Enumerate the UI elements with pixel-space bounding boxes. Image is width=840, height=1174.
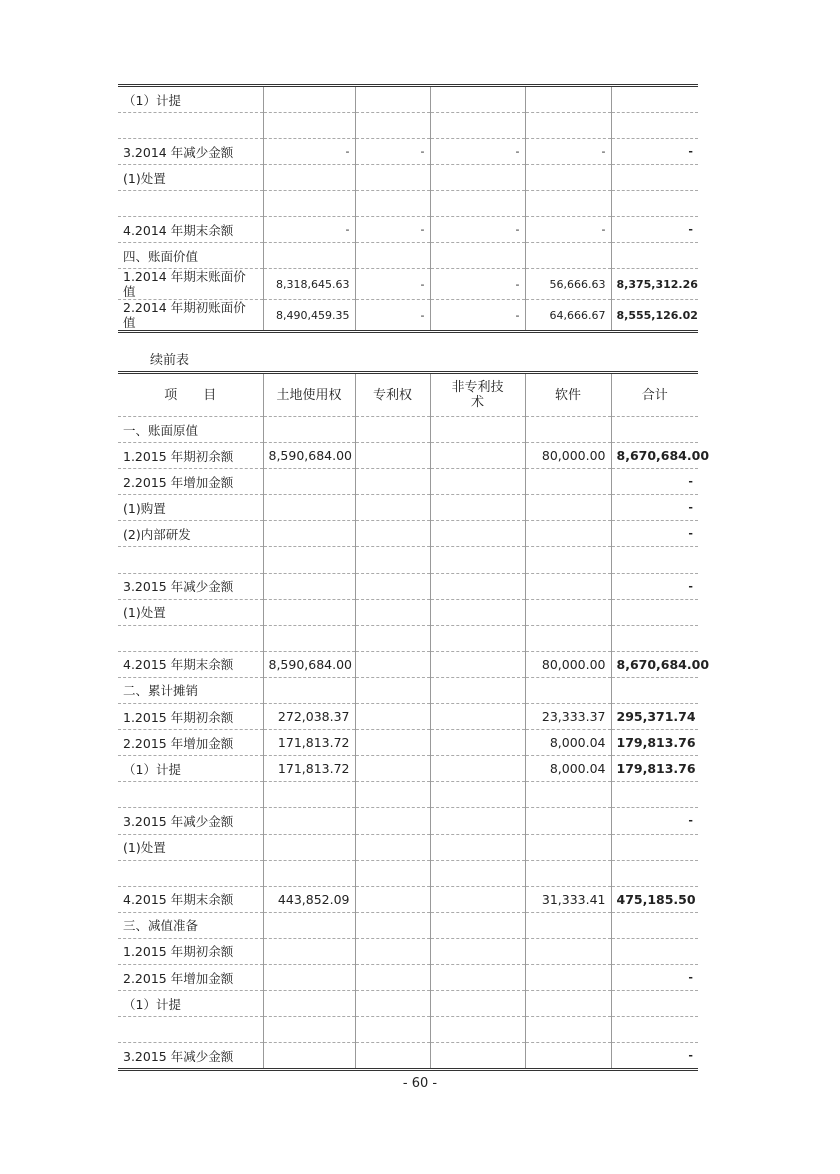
cell-total — [611, 834, 698, 860]
row-label — [118, 191, 263, 217]
cell-total: - — [611, 573, 698, 599]
cell-software — [525, 1043, 611, 1070]
cell-patent — [355, 912, 430, 938]
cell-land-use-right — [263, 495, 355, 521]
cell-total — [611, 782, 698, 808]
row-label: (1)处置 — [118, 165, 263, 191]
cell-patent — [355, 521, 430, 547]
cell-land-use-right — [263, 521, 355, 547]
row-label: 4.2014 年期末余额 — [118, 217, 263, 243]
header-total: 合计 — [611, 373, 698, 417]
row-label: 1.2015 年期初余额 — [118, 443, 263, 469]
cell-land-use-right — [263, 912, 355, 938]
cell-land-use-right — [263, 991, 355, 1017]
header-row — [118, 373, 698, 417]
cell-software — [525, 599, 611, 625]
row-label — [118, 860, 263, 886]
cell-software — [525, 417, 611, 443]
cell-land-use-right — [263, 782, 355, 808]
cell-patent: - — [355, 300, 430, 332]
cell-non-patent-tech — [430, 86, 525, 113]
cell-land-use-right — [263, 938, 355, 964]
cell-land-use-right: 8,490,459.35 — [263, 300, 355, 332]
cell-patent — [355, 886, 430, 912]
cell-patent — [355, 495, 430, 521]
table-row — [118, 269, 698, 300]
cell-patent — [355, 469, 430, 495]
cell-land-use-right — [263, 243, 355, 269]
cell-total — [611, 113, 698, 139]
row-label: 1.2015 年期初余额 — [118, 938, 263, 964]
cell-patent — [355, 991, 430, 1017]
cell-non-patent-tech — [430, 886, 525, 912]
cell-total — [611, 547, 698, 573]
cell-total: 179,813.76 — [611, 730, 698, 756]
cell-non-patent-tech — [430, 834, 525, 860]
page-number: - 60 - — [402, 1076, 438, 1091]
cell-patent — [355, 191, 430, 217]
cell-software — [525, 86, 611, 113]
cell-patent — [355, 756, 430, 782]
cell-non-patent-tech — [430, 243, 525, 269]
cell-software — [525, 191, 611, 217]
cell-patent — [355, 1043, 430, 1070]
table-row — [118, 756, 698, 782]
cell-patent — [355, 834, 430, 860]
row-label: 4.2015 年期末余额 — [118, 651, 263, 677]
cell-non-patent-tech — [430, 521, 525, 547]
cell-land-use-right — [263, 165, 355, 191]
table-row — [118, 834, 698, 860]
table-row — [118, 651, 698, 677]
row-label: 2.2015 年增加金额 — [118, 964, 263, 990]
cell-land-use-right: 171,813.72 — [263, 756, 355, 782]
cell-non-patent-tech — [430, 547, 525, 573]
cell-software — [525, 469, 611, 495]
cell-total: - — [611, 469, 698, 495]
header-software: 软件 — [525, 373, 611, 417]
table-row — [118, 521, 698, 547]
table-row — [118, 730, 698, 756]
cell-non-patent-tech — [430, 417, 525, 443]
row-label: 二、累计摊销 — [118, 677, 263, 703]
cell-patent — [355, 704, 430, 730]
cell-total — [611, 417, 698, 443]
cell-non-patent-tech: - — [430, 269, 525, 300]
row-label: 3.2015 年减少金额 — [118, 1043, 263, 1070]
row-label: （1）计提 — [118, 991, 263, 1017]
cell-land-use-right: - — [263, 139, 355, 165]
header-land-use-right: 土地使用权 — [263, 373, 355, 417]
cell-software — [525, 912, 611, 938]
cell-patent — [355, 938, 430, 964]
cell-land-use-right — [263, 1017, 355, 1043]
table-row — [118, 964, 698, 990]
table-row — [118, 469, 698, 495]
cell-non-patent-tech — [430, 495, 525, 521]
table-body — [118, 86, 698, 332]
cell-non-patent-tech — [430, 912, 525, 938]
intangible-assets-table-2015 — [118, 371, 710, 1071]
cell-land-use-right — [263, 1043, 355, 1070]
cell-patent: - — [355, 139, 430, 165]
row-label: (1)处置 — [118, 599, 263, 625]
cell-land-use-right — [263, 417, 355, 443]
cell-patent — [355, 677, 430, 703]
cell-patent — [355, 808, 430, 834]
cell-non-patent-tech — [430, 991, 525, 1017]
cell-non-patent-tech — [430, 938, 525, 964]
header-patent: 专利权 — [355, 373, 430, 417]
cell-land-use-right: 272,038.37 — [263, 704, 355, 730]
cell-patent — [355, 417, 430, 443]
row-label: (1)购置 — [118, 495, 263, 521]
cell-total — [611, 599, 698, 625]
cell-total: - — [611, 964, 698, 990]
cell-non-patent-tech — [430, 782, 525, 808]
cell-total — [611, 625, 698, 651]
cell-software — [525, 938, 611, 964]
cell-non-patent-tech — [430, 964, 525, 990]
cell-total — [611, 677, 698, 703]
row-label: 2.2015 年增加金额 — [118, 730, 263, 756]
cell-total: 295,371.74 — [611, 704, 698, 730]
cell-total: 475,185.50 — [611, 886, 698, 912]
cell-software — [525, 495, 611, 521]
row-label: 2.2015 年增加金额 — [118, 469, 263, 495]
cell-land-use-right — [263, 547, 355, 573]
cell-land-use-right — [263, 625, 355, 651]
cell-non-patent-tech — [430, 443, 525, 469]
cell-land-use-right — [263, 573, 355, 599]
cell-total — [611, 991, 698, 1017]
row-label — [118, 782, 263, 808]
cell-land-use-right — [263, 86, 355, 113]
cell-non-patent-tech — [430, 677, 525, 703]
cell-total: - — [611, 495, 698, 521]
cell-patent — [355, 860, 430, 886]
cell-total: 8,670,684.00 — [611, 443, 698, 469]
cell-land-use-right — [263, 808, 355, 834]
cell-land-use-right: 8,590,684.00 — [263, 651, 355, 677]
table-row — [118, 704, 698, 730]
cell-non-patent-tech — [430, 113, 525, 139]
row-label: 1.2015 年期初余额 — [118, 704, 263, 730]
row-label: 三、减值准备 — [118, 912, 263, 938]
row-label: (1)处置 — [118, 834, 263, 860]
cell-total: - — [611, 808, 698, 834]
header-non-patent-tech: 非专利技术 — [430, 373, 525, 417]
cell-total — [611, 938, 698, 964]
cell-non-patent-tech — [430, 704, 525, 730]
intangible-assets-table-2014-continued — [118, 84, 698, 333]
cell-patent: - — [355, 217, 430, 243]
cell-patent — [355, 443, 430, 469]
cell-patent — [355, 964, 430, 990]
cell-patent — [355, 1017, 430, 1043]
table-row — [118, 417, 698, 443]
row-label: (2)内部研发 — [118, 521, 263, 547]
cell-software: - — [525, 139, 611, 165]
cell-total: - — [611, 521, 698, 547]
table-row — [118, 139, 698, 165]
cell-patent — [355, 625, 430, 651]
cell-software: 8,000.04 — [525, 756, 611, 782]
cell-non-patent-tech — [430, 651, 525, 677]
cell-land-use-right — [263, 113, 355, 139]
cell-software — [525, 964, 611, 990]
cell-software — [525, 521, 611, 547]
header-item: 项 目 — [118, 373, 263, 417]
cell-total — [611, 860, 698, 886]
cell-land-use-right — [263, 677, 355, 703]
table-row — [118, 938, 698, 964]
table-row — [118, 1017, 698, 1043]
cell-software — [525, 165, 611, 191]
cell-total — [611, 912, 698, 938]
cell-non-patent-tech — [430, 599, 525, 625]
cell-total: 8,555,126.02 — [611, 300, 698, 332]
cell-total: 8,670,684.00 — [611, 651, 698, 677]
row-label — [118, 113, 263, 139]
cell-total — [611, 191, 698, 217]
cell-total: - — [611, 139, 698, 165]
cell-software — [525, 808, 611, 834]
row-label — [118, 625, 263, 651]
cell-non-patent-tech — [430, 1043, 525, 1070]
cell-patent — [355, 113, 430, 139]
cell-software: 80,000.00 — [525, 443, 611, 469]
cell-non-patent-tech — [430, 730, 525, 756]
cell-software: 64,666.67 — [525, 300, 611, 332]
cell-patent — [355, 86, 430, 113]
table-row — [118, 1043, 698, 1070]
cell-total — [611, 243, 698, 269]
cell-software — [525, 782, 611, 808]
cell-total: - — [611, 1043, 698, 1070]
row-label: （1）计提 — [118, 756, 263, 782]
row-label: 3.2015 年减少金额 — [118, 808, 263, 834]
table-row — [118, 191, 698, 217]
cell-non-patent-tech: - — [430, 300, 525, 332]
cell-software — [525, 1017, 611, 1043]
cell-land-use-right: 8,590,684.00 — [263, 443, 355, 469]
cell-non-patent-tech: - — [430, 217, 525, 243]
table-row — [118, 300, 698, 332]
row-label: 四、账面价值 — [118, 243, 263, 269]
cell-patent — [355, 651, 430, 677]
cell-software: 56,666.63 — [525, 269, 611, 300]
cell-patent: - — [355, 269, 430, 300]
cell-software — [525, 243, 611, 269]
cell-non-patent-tech — [430, 860, 525, 886]
cell-non-patent-tech — [430, 1017, 525, 1043]
cell-software — [525, 573, 611, 599]
cell-land-use-right: 8,318,645.63 — [263, 269, 355, 300]
cell-software — [525, 834, 611, 860]
table-row — [118, 886, 698, 912]
cell-non-patent-tech: - — [430, 139, 525, 165]
cell-software — [525, 677, 611, 703]
cell-land-use-right — [263, 191, 355, 217]
cell-software — [525, 860, 611, 886]
row-label: 3.2015 年减少金额 — [118, 573, 263, 599]
cell-software — [525, 625, 611, 651]
cell-software: 80,000.00 — [525, 651, 611, 677]
row-label: 一、账面原值 — [118, 417, 263, 443]
table-row — [118, 165, 698, 191]
cell-patent — [355, 599, 430, 625]
row-label: 1.2014 年期末账面价值 — [118, 269, 263, 300]
cell-total — [611, 1017, 698, 1043]
cell-total: 8,375,312.26 — [611, 269, 698, 300]
table-body — [118, 373, 710, 1070]
table-row — [118, 243, 698, 269]
cell-patent — [355, 243, 430, 269]
table-row — [118, 912, 698, 938]
cell-software: 23,333.37 — [525, 704, 611, 730]
cell-non-patent-tech — [430, 625, 525, 651]
cell-total: 179,813.76 — [611, 756, 698, 782]
cell-land-use-right: - — [263, 217, 355, 243]
cell-software: 8,000.04 — [525, 730, 611, 756]
cell-land-use-right: 443,852.09 — [263, 886, 355, 912]
cell-patent — [355, 165, 430, 191]
row-label: 2.2014 年期初账面价值 — [118, 300, 263, 332]
table-row — [118, 113, 698, 139]
row-label: 3.2014 年减少金额 — [118, 139, 263, 165]
row-label: （1）计提 — [118, 86, 263, 113]
cell-non-patent-tech — [430, 191, 525, 217]
cell-total — [611, 165, 698, 191]
cell-patent — [355, 782, 430, 808]
table-row — [118, 599, 698, 625]
cell-total — [611, 86, 698, 113]
table-row — [118, 443, 698, 469]
row-label — [118, 1017, 263, 1043]
table-row — [118, 217, 698, 243]
cell-land-use-right — [263, 964, 355, 990]
cell-patent — [355, 547, 430, 573]
table-row — [118, 860, 698, 886]
cell-total: - — [611, 217, 698, 243]
row-label — [118, 547, 263, 573]
cell-land-use-right — [263, 599, 355, 625]
table-row — [118, 573, 698, 599]
table-row — [118, 677, 698, 703]
cell-patent — [355, 573, 430, 599]
table-row — [118, 547, 698, 573]
cell-software: 31,333.41 — [525, 886, 611, 912]
cell-non-patent-tech — [430, 469, 525, 495]
row-label: 4.2015 年期末余额 — [118, 886, 263, 912]
cell-patent — [355, 730, 430, 756]
table-row — [118, 808, 698, 834]
table-row — [118, 991, 698, 1017]
cell-non-patent-tech — [430, 808, 525, 834]
cell-land-use-right — [263, 860, 355, 886]
cell-non-patent-tech — [430, 756, 525, 782]
table-row — [118, 86, 698, 113]
cell-software — [525, 547, 611, 573]
cell-non-patent-tech — [430, 165, 525, 191]
cell-software: - — [525, 217, 611, 243]
continued-caption: 续前表 — [150, 353, 190, 368]
cell-land-use-right: 171,813.72 — [263, 730, 355, 756]
table-row — [118, 625, 698, 651]
table-row — [118, 782, 698, 808]
cell-non-patent-tech — [430, 573, 525, 599]
cell-land-use-right — [263, 834, 355, 860]
cell-land-use-right — [263, 469, 355, 495]
table-row — [118, 495, 698, 521]
cell-software — [525, 113, 611, 139]
cell-software — [525, 991, 611, 1017]
